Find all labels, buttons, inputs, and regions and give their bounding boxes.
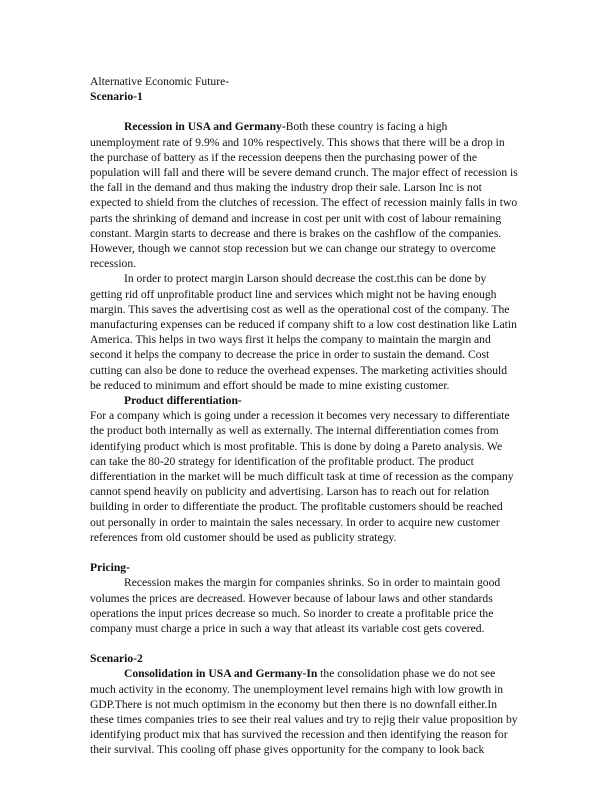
- consolidation-text: the consolidation phase we do not see much activity in the economy. The unemployment level remains high with low growth in GDP.There is not much optimism in the economy but then there is no downfall either.In these times companies tries to see their real values and try to rejig their value proposition by identifying product mix that has survived the recession and then identifying the reason for their survival. This cooling off phase gives opportunity for the company to look back: [90, 667, 518, 757]
- recession-text: Both these country is facing a high unemployment rate of 9.9% and 10% respectively. This shows that there will be a drop in the purchase of battery as if the recession deepens then the purchasing power of the population will fall and there will be severe demand crunch. The major effect of recession is the fall in the demand and thus making the industry drop their sale. Larson Inc is not expected to shield from the clutches of recession. The effect of recession mainly falls in two parts the shrinking of demand and increase in cost per unit with cost of labour remaining constant. Margin starts to decrease and there is brakes on the cashflow of the companies. However, though we cannot stop recession but we can change our strategy to overcome recession.: [90, 120, 518, 271]
- document-body: [90, 74, 518, 758]
- scenario-1-heading: Scenario-1: [90, 90, 143, 104]
- product-differentiation-heading: Product differentiation-: [124, 394, 242, 408]
- pricing-heading: Pricing-: [90, 561, 130, 575]
- scenario-2-paragraph: [90, 666, 518, 757]
- scenario-1-paragraph-1: [90, 119, 518, 271]
- product-differentiation-paragraph: For a company which is going under a recession it becomes very necessary to differentiate the product both internally as well as externally. The internal differentiation comes from identifying product which is most profitable. This is done by doing a Pareto analysis. We can take the 80-20 strategy for identification of the profitable product. The product differentiation in the market will be much difficult task at time of recession as the company cannot spend heavily on publicity and advertising. Larson has to reach out for relation building in order to differentiate the product. The profitable customers should be reached out personally in order to maintain the sales necessary. In order to acquire new customer references from old customer should be used as publicity strategy.: [90, 409, 514, 544]
- scenario-1-paragraph-2: In order to protect margin Larson should decrease the cost.this can be done by getting rid off unprofitable product line and services which might not be having enough margin. This saves the advertising cost as well as the operational cost of the company. The manufacturing expenses can be reduced if company shift to a low cost destination like Latin America. This helps in two ways first it helps the company to maintain the margin and second it helps the company to decrease the price in order to sustain the demand. Cost cutting can also be done to reduce the overhead expenses. The marketing activities should be reduced to minimum and effort should be made to mine existing customer.: [90, 272, 517, 392]
- pricing-paragraph: Recession makes the margin for companies shrinks. So in order to maintain good volumes the prices are decreased. However because of labour laws and other standards operations the input prices decrease so much. So inorder to create a profitable price the company must charge a price in such a way that atleast its variable cost gets covered.: [90, 576, 501, 635]
- consolidation-heading: Consolidation in USA and Germany-In: [124, 667, 318, 681]
- document-title: Alternative Economic Future-: [90, 75, 230, 88]
- recession-heading: Recession in USA and Germany-: [124, 120, 286, 134]
- scenario-2-heading: Scenario-2: [90, 652, 143, 666]
